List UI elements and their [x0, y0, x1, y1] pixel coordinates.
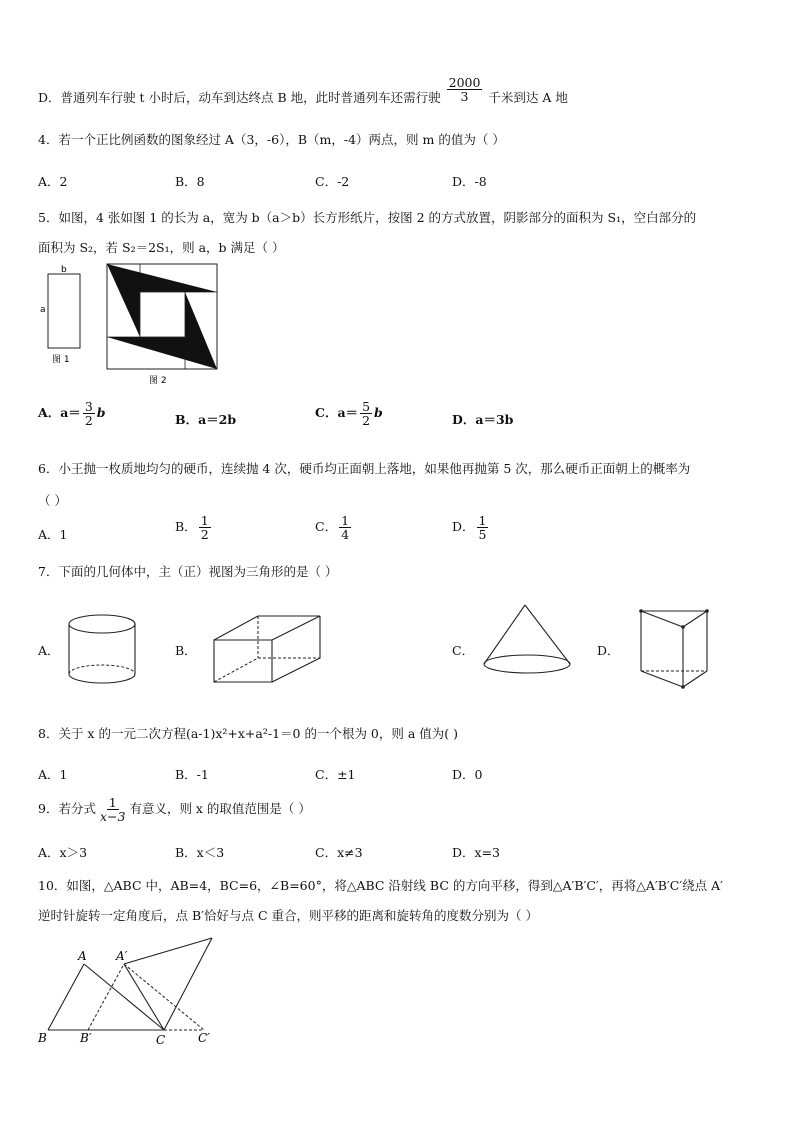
q5-line1: 5．如图，4 张如图 1 的长为 a，宽为 b（a＞b）长方形纸片，按图 2 的方式放置，阴影部分的面积为 S₁，空白部分的: [38, 210, 697, 225]
q6b-den: 2: [200, 527, 209, 543]
q6-option-d: [452, 514, 490, 541]
q5a-pre: A．a＝: [38, 405, 81, 421]
fig1-caption: 图 1: [52, 355, 70, 365]
q3d-text-a: 普通列车行驶 t 小时后，动车到达终点 B 地，此时普通列车还需行驶: [60, 90, 441, 105]
q4-option-b: B．8: [175, 174, 205, 189]
q9-stem: [38, 796, 311, 823]
q5a-den: 2: [84, 413, 93, 429]
q5-option-c: [315, 400, 383, 427]
q5c-post: b: [374, 405, 383, 421]
q5-figure-2: [105, 262, 225, 387]
q5-option-a: [38, 400, 106, 427]
cylinder-figure: [66, 612, 146, 692]
point-A: A: [78, 949, 87, 963]
q6b-fraction: [199, 514, 211, 541]
point-B-prime: B′: [80, 1031, 92, 1045]
q3d-fraction: [447, 76, 483, 103]
q6-option-c: [315, 514, 353, 541]
q7-option-d-label: D．: [597, 643, 620, 658]
q6-option-a: A．1: [38, 527, 68, 542]
q5-line2: 面积为 S₂，若 S₂＝2S₁，则 a，b 满足（ ）: [38, 240, 285, 255]
fig1-label-a: a: [40, 305, 46, 315]
q6d-num: 1: [478, 513, 487, 528]
q3-option-d: [38, 74, 568, 106]
q9-post: 有意义，则 x 的取值范围是（ ）: [129, 801, 311, 817]
q3d-text-b: 千米到达 A 地: [488, 90, 568, 105]
q8-option-d: D．0: [452, 767, 483, 782]
q6c-den: 4: [341, 527, 350, 543]
point-C-prime: C′: [198, 1031, 210, 1045]
fig1-label-b: b: [61, 265, 67, 275]
q8-option-a: A．1: [38, 767, 68, 782]
q8-stem: 8．关于 x 的一元二次方程(a-1)x²+x+a²-1＝0 的一个根为 0，则 a 值为( ): [38, 726, 459, 741]
q9-option-a: A．x＞3: [38, 845, 88, 860]
cuboid-figure: [210, 610, 330, 690]
q7-stem: 7．下面的几何体中，主（正）视图为三角形的是（ ）: [38, 564, 338, 579]
fig2-inner-square: [140, 292, 185, 337]
fig2-caption: 图 2: [149, 376, 167, 386]
q9-pre: 9．若分式: [38, 801, 96, 817]
q5-option-b: B．a＝2b: [175, 412, 237, 427]
q5a-fraction: [83, 400, 95, 427]
q6-line2: （ ）: [38, 493, 67, 508]
q9-option-c: C．x≠3: [315, 845, 363, 860]
q5c-den: 2: [362, 413, 371, 429]
q10-line1: 10．如图，△ABC 中，AB=4，BC=6，∠B=60°，将△ABC 沿射线 BC 的方向平移，得到△A′B′C′，再将△A′B′C′绕点 A′: [38, 878, 724, 893]
q10-triangle-figure: [36, 934, 236, 1049]
q6c-pre: C．: [315, 519, 338, 535]
q5a-num: 3: [84, 399, 93, 414]
q6-line1: 6．小王抛一枚质地均匀的硬币，连续抛 4 次，硬币均正面朝上落地，如果他再抛第 5 次，那么硬币正面朝上的概率为: [38, 461, 691, 476]
q9-option-d: D．x=3: [452, 845, 500, 860]
q6b-pre: B．: [175, 519, 197, 535]
q4-stem: 4．若一个正比例函数的图象经过 A（3，-6），B（m，-4）两点，则 m 的值为（ ）: [38, 132, 505, 147]
q6-option-b: [175, 514, 213, 541]
q6d-fraction: [477, 514, 489, 541]
q3d-frac-num: 2000: [448, 74, 481, 90]
q6c-num: 1: [341, 513, 350, 528]
cone-figure: [480, 602, 580, 682]
q5c-pre: C．a＝: [315, 405, 359, 421]
q8-option-b: B．-1: [175, 767, 209, 782]
q3d-frac-den: 3: [460, 89, 469, 104]
q7-option-a-label: A．: [38, 643, 60, 658]
q10-line2: 逆时针旋转一定角度后，点 B′恰好与点 C 重合，则平移的距离和旋转角的度数分别为（ ）: [38, 908, 538, 923]
q9-num: 1: [108, 795, 117, 810]
fig1-rectangle: [48, 274, 80, 348]
q7-option-c-label: C．: [452, 643, 475, 658]
q5c-num: 5: [362, 399, 371, 414]
q4-option-a: A．2: [38, 174, 68, 189]
q3d-label: D．: [38, 90, 61, 105]
q4-option-c: C．-2: [315, 174, 350, 189]
q9-option-b: B．x＜3: [175, 845, 225, 860]
q5-figure-1: [38, 262, 98, 372]
q5c-fraction: [360, 400, 372, 427]
point-A-prime: A′: [116, 949, 128, 963]
q9-den: x−3: [99, 809, 126, 825]
q6d-pre: D．: [452, 519, 475, 535]
q6c-fraction: [339, 514, 351, 541]
q6b-num: 1: [200, 513, 209, 528]
q6d-den: 5: [478, 527, 487, 543]
prism-figure: [635, 605, 725, 695]
q5-option-d: D．a＝3b: [452, 412, 514, 427]
point-C: C: [156, 1033, 166, 1047]
q8-option-c: C．±1: [315, 767, 356, 782]
q9-fraction: [98, 796, 127, 823]
q4-option-d: D．-8: [452, 174, 487, 189]
point-B: B: [38, 1031, 47, 1045]
q5a-post: b: [96, 405, 106, 421]
q7-option-b-label: B．: [175, 643, 197, 658]
